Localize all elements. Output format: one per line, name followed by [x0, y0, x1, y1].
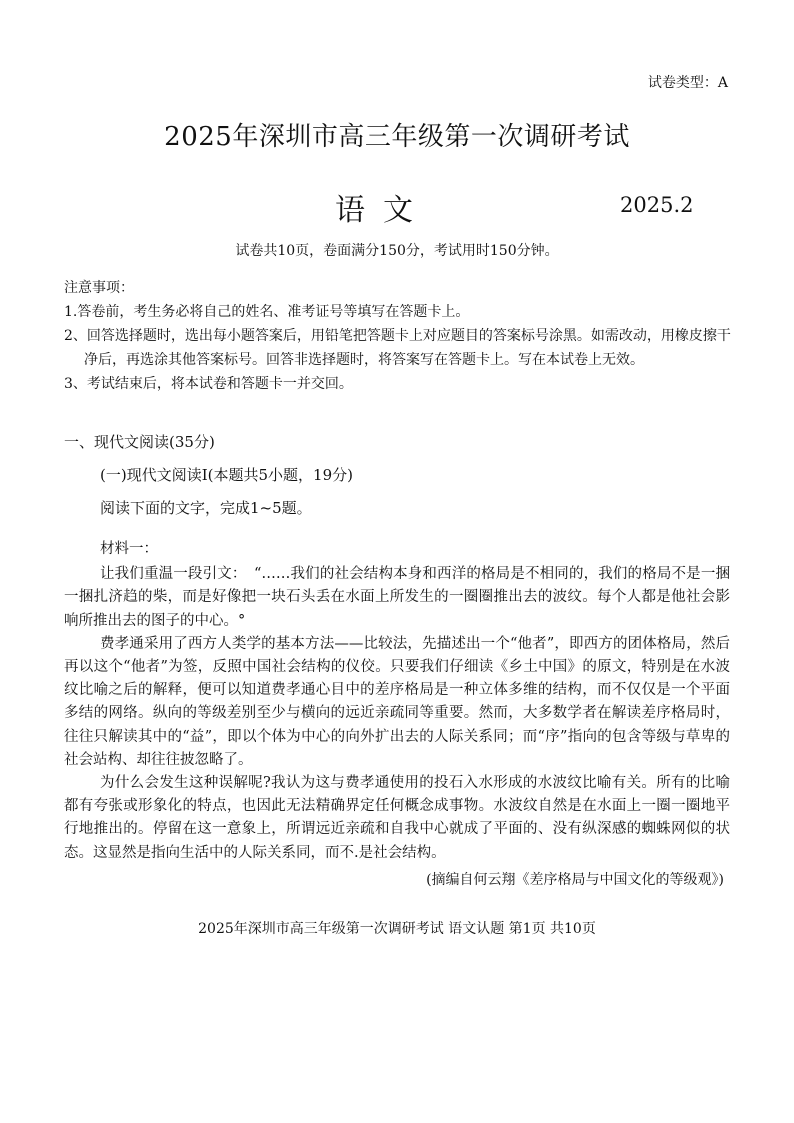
notice-item: 3、考试结束后，将本试卷和答题卡一并交回。	[64, 376, 353, 392]
subsection-title: (一)现代文阅读Ⅰ(本题共5小题，19分)	[100, 466, 353, 484]
notice-item: 1.答卷前，考生务必将自己的姓名、准考证号等填写在答题卡上。	[64, 304, 470, 320]
notice-item: 2、回答选择题时，选出每小题答案后，用铅笔把答题卡上对应题目的答案标号涂黑。如需改动，用橡皮擦干净后，再选涂其他答案标号。回答非选择题时，将答案写在答题卡上。写在本试卷上无效。	[64, 328, 731, 368]
material-block	[64, 538, 730, 892]
notice-heading: 注意事项：	[64, 280, 134, 296]
material-paragraph: 费孝通采用了西方人类学的基本方法——比较法，先描述出一个“他者”，即西方的团体格局，然后再以这个“他者”为签，反照中国社会结构的仪佼。只要我们仔细读《乡土中国》的原文，特别是在水波纹比喻之后的解释，便可以知道费孝通心目中的差序格局是一种立体多维的结构，而不仅仅是一个平面多结的网络。纵向的等级差别至少与横向的远近亲疏同等重要。然而，大多数学者在解读差序格局时，往往只解读其中的“益”，即以个体为中心的向外扩出去的人际关系同；而“序”指向的包含等级与草卑的社会站构、却往往披忽略了。	[64, 635, 730, 768]
material-paragraph: 让我们重温一段引文： “……我们的社会结构本身和西洋的格局是不相同的，我们的格局不是一捆一捆扎济趋的柴，而是好像把一块石头丢在水面上所发生的一圈圈推出去的波纹。每个人都是他社会影响所推出去的图子的中心。°	[64, 566, 730, 629]
notice-block	[64, 276, 734, 396]
paper-type-label: 试卷类型：A	[647, 75, 728, 91]
material-paragraph: 为什么会发生这种误解呢?我认为这与费孝通使用的投石入水形成的水波纹比喻有关。所有的比喻都有夸张或形象化的特点，也因此无法精确界定任何概念成事物。水波纹自然是在水面上一圈一圈地平行地推出的。停留在这一意象上，所谓远近亲疏和自我中心就成了平面的、没有纵深感的蜘蛛网似的状态。这显然是指向生活中的人际关系同，而不.是社会结构。	[64, 775, 730, 861]
section-title: 一、现代文阅读(35分)	[64, 433, 215, 451]
exam-title: 2025年深圳市高三年级第一次调研考试	[164, 122, 630, 152]
exam-info: 试卷共10页，卷面满分150分，考试用时150分钟。	[235, 243, 559, 259]
material-label: 材料一：	[100, 541, 158, 557]
material-source: (摘编自何云翔《差序格局与中国文化的等级观》)	[426, 871, 724, 888]
page-footer: 2025年深圳市高三年级第一次调研考试 语文认题 第1页 共10页	[198, 921, 596, 937]
reading-instruction: 阅读下面的文字，完成1~5题。	[100, 499, 312, 517]
subject-row	[0, 185, 794, 228]
subject-title: 语文	[335, 193, 431, 228]
exam-date: 2025.2	[620, 193, 694, 217]
